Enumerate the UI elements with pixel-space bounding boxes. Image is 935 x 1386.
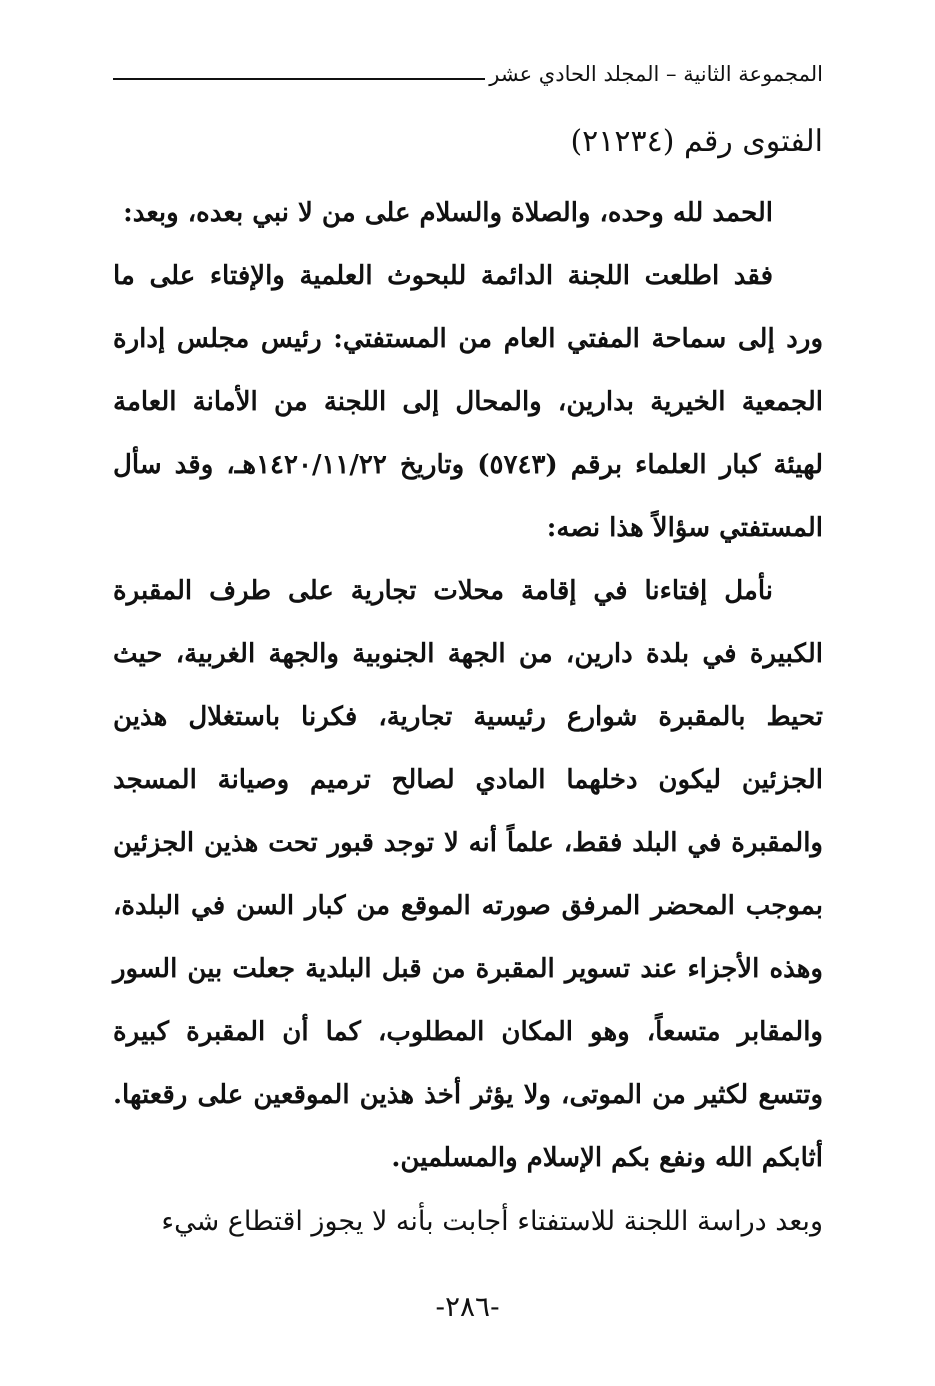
running-header-title: المجموعة الثانية – المجلد الحادي عشر	[489, 62, 823, 86]
header-rule	[113, 78, 485, 80]
page-number: -٢٨٦-	[435, 1290, 500, 1323]
question-paragraph: نأمل إفتاءنا في إقامة محلات تجارية على طرف المقبرة الكبيرة في بلدة دارين، من الجهة الجنوبية والجهة الغربية، حيث تحيط بالمقبرة شوارع رئيسية تجارية، فكرنا باستغلال هذين الجزئين ليكون دخلهما المادي لصالح ترميم وصيانة المسجد والمقبرة في البلد فقط، علماً أنه لا توجد قبور تحت هذين الجزئين بموجب المحضر المرفق صورته الموقع من كبار السن في البلدة، وهذه الأجزاء عند تسوير المقبرة من قبل البلدية جعلت بين السور والمقابر متسعاً، وهو المكان المطلوب، كما أن المقبرة كبيرة وتتسع لكثير من الموتى، ولا يؤثر أخذ هذين الموقعين على رقعتها. أثابكم الله ونفع بكم الإسلام والمسلمين.	[113, 576, 823, 1173]
answer-paragraph: وبعد دراسة اللجنة للاستفتاء أجابت بأنه لا يجوز اقتطاع شيء	[161, 1206, 823, 1237]
running-header	[113, 62, 823, 86]
fatwa-title: الفتوى رقم (٢١٢٣٤)	[570, 124, 823, 159]
fatwa-body	[113, 182, 823, 1253]
opening-paragraph: الحمد لله وحده، والصلاة والسلام على من لا نبي بعده، وبعد:	[123, 198, 773, 228]
intro-paragraph: فقد اطلعت اللجنة الدائمة للبحوث العلمية والإفتاء على ما ورد إلى سماحة المفتي العام من المستفتي: رئيس مجلس إدارة الجمعية الخيرية بدارين، والمحال إلى اللجنة من الأمانة العامة لهيئة كبار العلماء برقم (٥٧٤٣) وتاريخ ١٤٢٠/١١/٢٢هـ، وقد سأل المستفتي سؤالاً هذا نصه:	[113, 261, 823, 543]
